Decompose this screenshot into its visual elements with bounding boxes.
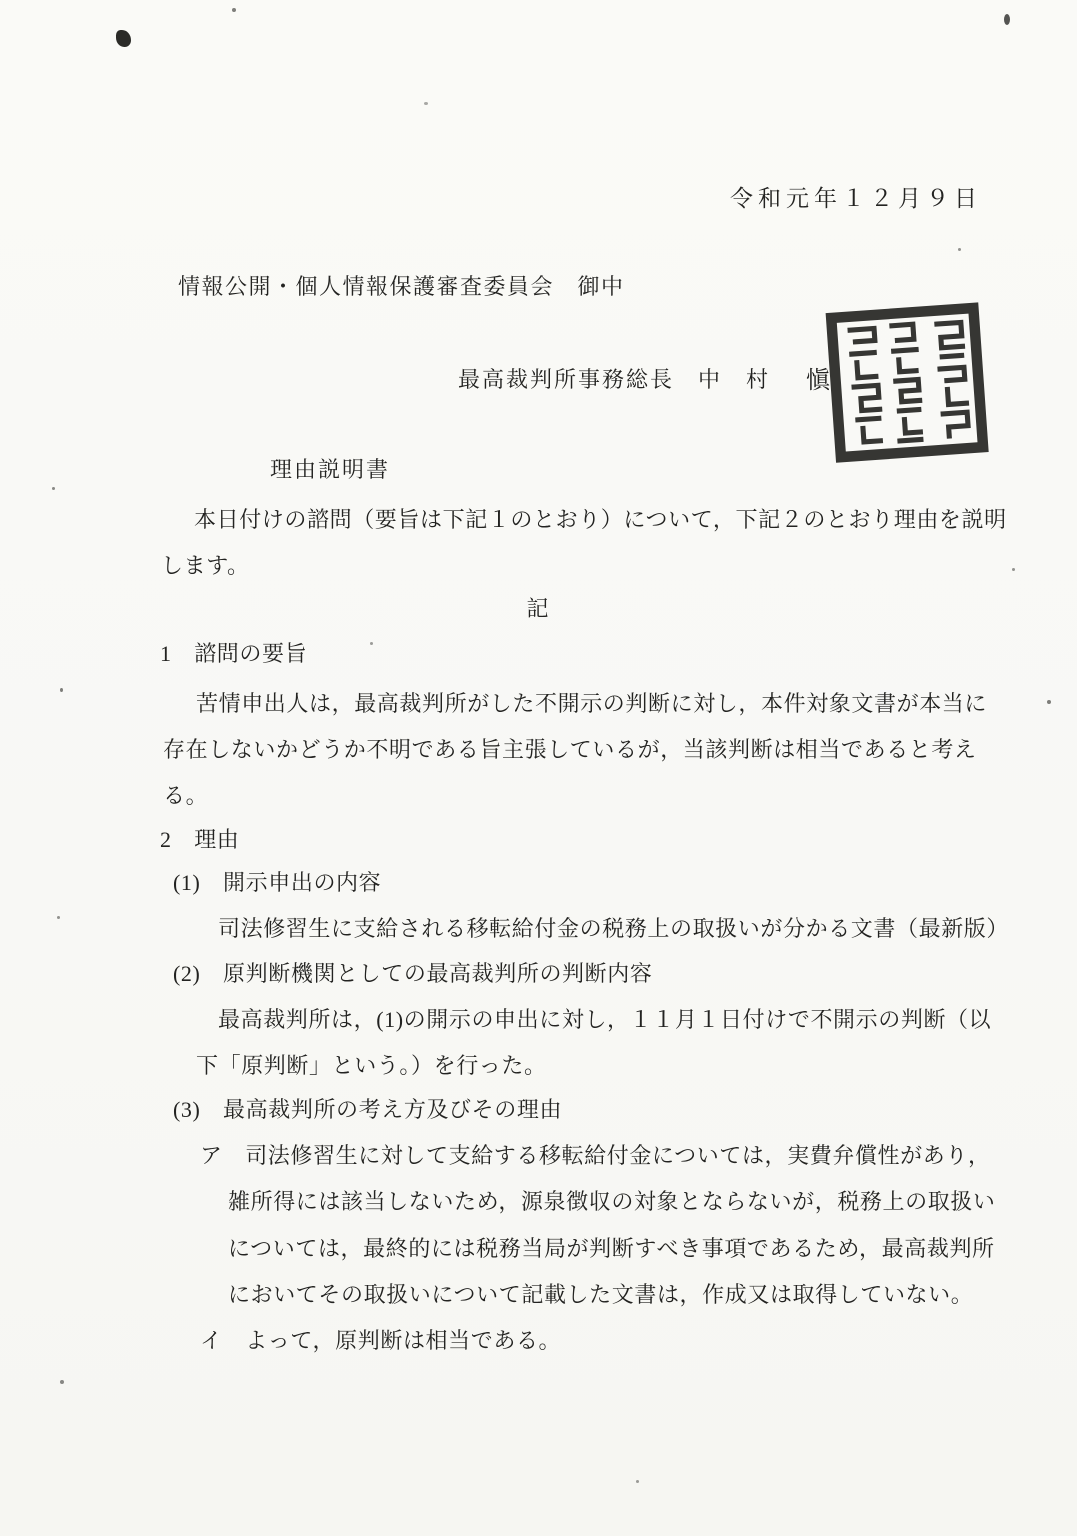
scan-noise [116,30,131,47]
scan-noise [1047,700,1051,704]
section2-item3-sub-a-line: 雑所得には該当しないため，源泉徴収の対象とならないが，税務上の取扱い [228,1189,996,1214]
scan-noise [958,248,961,251]
intro-line: します。 [161,553,250,578]
intro-line: 本日付けの諮問（要旨は下記１のとおり）について，下記２のとおり理由を説明 [194,507,1007,532]
section2-item3-sub-a-line: ア 司法修習生に対して支給する移転給付金については，実費弁償性があり， [200,1143,991,1168]
scan-noise [636,1480,639,1483]
document-title: 理由説明書 [270,457,391,482]
scan-noise [370,642,373,645]
ki-marker: 記 [526,596,551,621]
scan-noise [60,1380,64,1384]
scan-noise [424,102,428,105]
section2-heading: 2 理由 [160,827,240,852]
section1-body-line: 苦情申出人は，最高裁判所がした不開示の判断に対し，本件対象文書が本当に [196,691,988,716]
scan-noise [57,916,60,919]
section2-item2-heading: (2) 原判断機関としての最高裁判所の判断内容 [173,961,653,986]
section2-item3-heading: (3) 最高裁判所の考え方及びその理由 [173,1097,563,1122]
section2-item1-heading: (1) 開示申出の内容 [173,870,382,895]
section2-item1-body: 司法修習生に支給される移転給付金の税務上の取扱いが分かる文書（最新版） [218,916,1010,941]
section2-item3-sub-a-line: においてその取扱いについて記載した文書は，作成又は取得していない。 [228,1282,974,1307]
scan-noise [1004,14,1010,25]
scan-noise [1012,568,1015,571]
official-seal-stamp-icon [825,300,992,468]
section2-item2-body-line: 下「原判断」という。）を行った。 [196,1053,547,1078]
scan-noise [232,8,236,12]
scan-noise [60,688,63,692]
addressee-line: 情報公開・個人情報保護審査委員会 御中 [178,274,625,299]
section1-body-line: 存在しないかどうか不明である旨主張しているが，当該判断は相当であると考え [163,737,977,762]
sender-line: 最高裁判所事務総長 中 村 [458,367,771,392]
section1-heading: 1 諮問の要旨 [160,641,308,666]
section2-item3-sub-a-line: については，最終的には税務当局が判断すべき事項であるため，最高裁判所 [228,1236,995,1261]
section1-body-line: る。 [163,783,209,808]
section2-item2-body-line: 最高裁判所は，(1)の開示の申出に対し，１１月１日付けで不開示の判断（以 [218,1007,992,1032]
scan-noise [52,487,55,490]
sender-given-name: 愼 [806,368,831,394]
section2-item3-sub-i-line: イ よって，原判断は相当である。 [200,1328,562,1353]
document-date: 令和元年１２月９日 [730,186,982,211]
